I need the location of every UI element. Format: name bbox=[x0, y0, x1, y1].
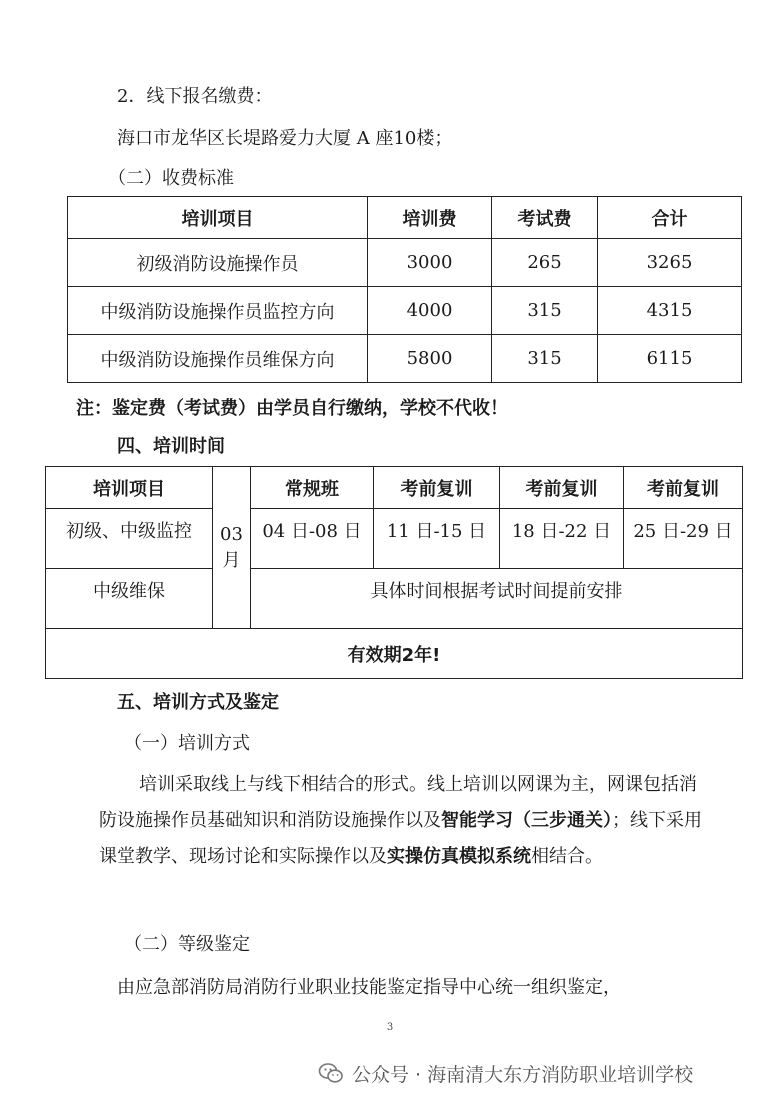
fee-cell: 初级消防设施操作员 bbox=[68, 239, 368, 287]
schedule-header-regular: 常规班 bbox=[251, 467, 374, 509]
fee-cell: 5800 bbox=[368, 335, 492, 383]
fee-header-training: 培训费 bbox=[368, 197, 492, 239]
fee-cell: 4000 bbox=[368, 287, 492, 335]
footer-watermark bbox=[318, 1058, 693, 1088]
exam-fee-note: 注：鉴定费（考试费）由学员自行缴纳，学校不代收！ bbox=[76, 398, 508, 419]
month-cell: 03月 bbox=[213, 467, 251, 629]
training-time-heading: 四、培训时间 bbox=[117, 436, 225, 457]
table-row bbox=[46, 569, 743, 629]
fee-cell: 3265 bbox=[598, 239, 742, 287]
fee-cell: 中级消防设施操作员维保方向 bbox=[68, 335, 368, 383]
table-row bbox=[46, 509, 743, 569]
wechat-icon bbox=[318, 1060, 344, 1086]
fee-cell: 中级消防设施操作员监控方向 bbox=[68, 287, 368, 335]
fee-header-exam: 考试费 bbox=[492, 197, 598, 239]
table-row bbox=[68, 239, 742, 287]
method-emphasis: 智能学习（三步通关） bbox=[441, 810, 612, 831]
validity-note: 有效期2年! bbox=[46, 629, 743, 679]
method-text: ；线下采用课堂教学、现场讨论和实际操作以及 bbox=[99, 810, 702, 867]
fee-cell: 315 bbox=[492, 335, 598, 383]
fee-cell: 4315 bbox=[598, 287, 742, 335]
table-row bbox=[68, 335, 742, 383]
table-row bbox=[68, 287, 742, 335]
schedule-header-row bbox=[46, 467, 743, 509]
method-text: 相结合。 bbox=[531, 846, 603, 867]
table-row bbox=[46, 629, 743, 679]
schedule-row-label: 初级、中级监控 bbox=[46, 509, 213, 569]
training-method-heading: 五、培训方式及鉴定 bbox=[117, 692, 279, 713]
schedule-date-cell: 11 日-15 日 bbox=[374, 509, 500, 569]
fee-cell: 3000 bbox=[368, 239, 492, 287]
offline-registration-heading: 2．线下报名缴费： bbox=[117, 86, 273, 107]
fee-table bbox=[67, 196, 742, 383]
address-text: 海口市龙华区长堤路爱力大厦 A 座10楼； bbox=[117, 128, 453, 149]
fee-header-item: 培训项目 bbox=[68, 197, 368, 239]
fee-table-header-row bbox=[68, 197, 742, 239]
schedule-table bbox=[45, 466, 743, 679]
schedule-date-cell: 04 日-08 日 bbox=[251, 509, 374, 569]
schedule-header-refresh: 考前复训 bbox=[374, 467, 500, 509]
fee-header-total: 合计 bbox=[598, 197, 742, 239]
schedule-date-cell: 25 日-29 日 bbox=[624, 509, 743, 569]
schedule-header-refresh: 考前复训 bbox=[624, 467, 743, 509]
assessment-text: 由应急部消防局消防行业职业技能鉴定指导中心统一组织鉴定， bbox=[117, 977, 621, 998]
fee-cell: 315 bbox=[492, 287, 598, 335]
assessment-subheading: （二）等级鉴定 bbox=[124, 934, 250, 955]
method-paragraph bbox=[99, 767, 711, 875]
fee-cell: 6115 bbox=[598, 335, 742, 383]
page-number: 3 bbox=[386, 1022, 394, 1033]
footer-label: 公众号 · 海南清大东方消防职业培训学校 bbox=[352, 1063, 694, 1086]
fee-cell: 265 bbox=[492, 239, 598, 287]
method-subheading: （一）培训方式 bbox=[124, 733, 250, 754]
method-text: 培训采取线上与线下相结合的形式。线上培训以网课为主，网课包括消防设施操作员基础知识和消防设施操作以及 bbox=[99, 774, 697, 831]
schedule-row-label: 中级维保 bbox=[46, 569, 213, 629]
schedule-header-item: 培训项目 bbox=[46, 467, 213, 509]
fee-standard-heading: （二）收费标准 bbox=[108, 168, 234, 189]
schedule-arrange-note: 具体时间根据考试时间提前安排 bbox=[251, 569, 743, 629]
schedule-date-cell: 18 日-22 日 bbox=[500, 509, 624, 569]
method-emphasis: 实操仿真模拟系统 bbox=[387, 846, 531, 867]
schedule-header-refresh: 考前复训 bbox=[500, 467, 624, 509]
